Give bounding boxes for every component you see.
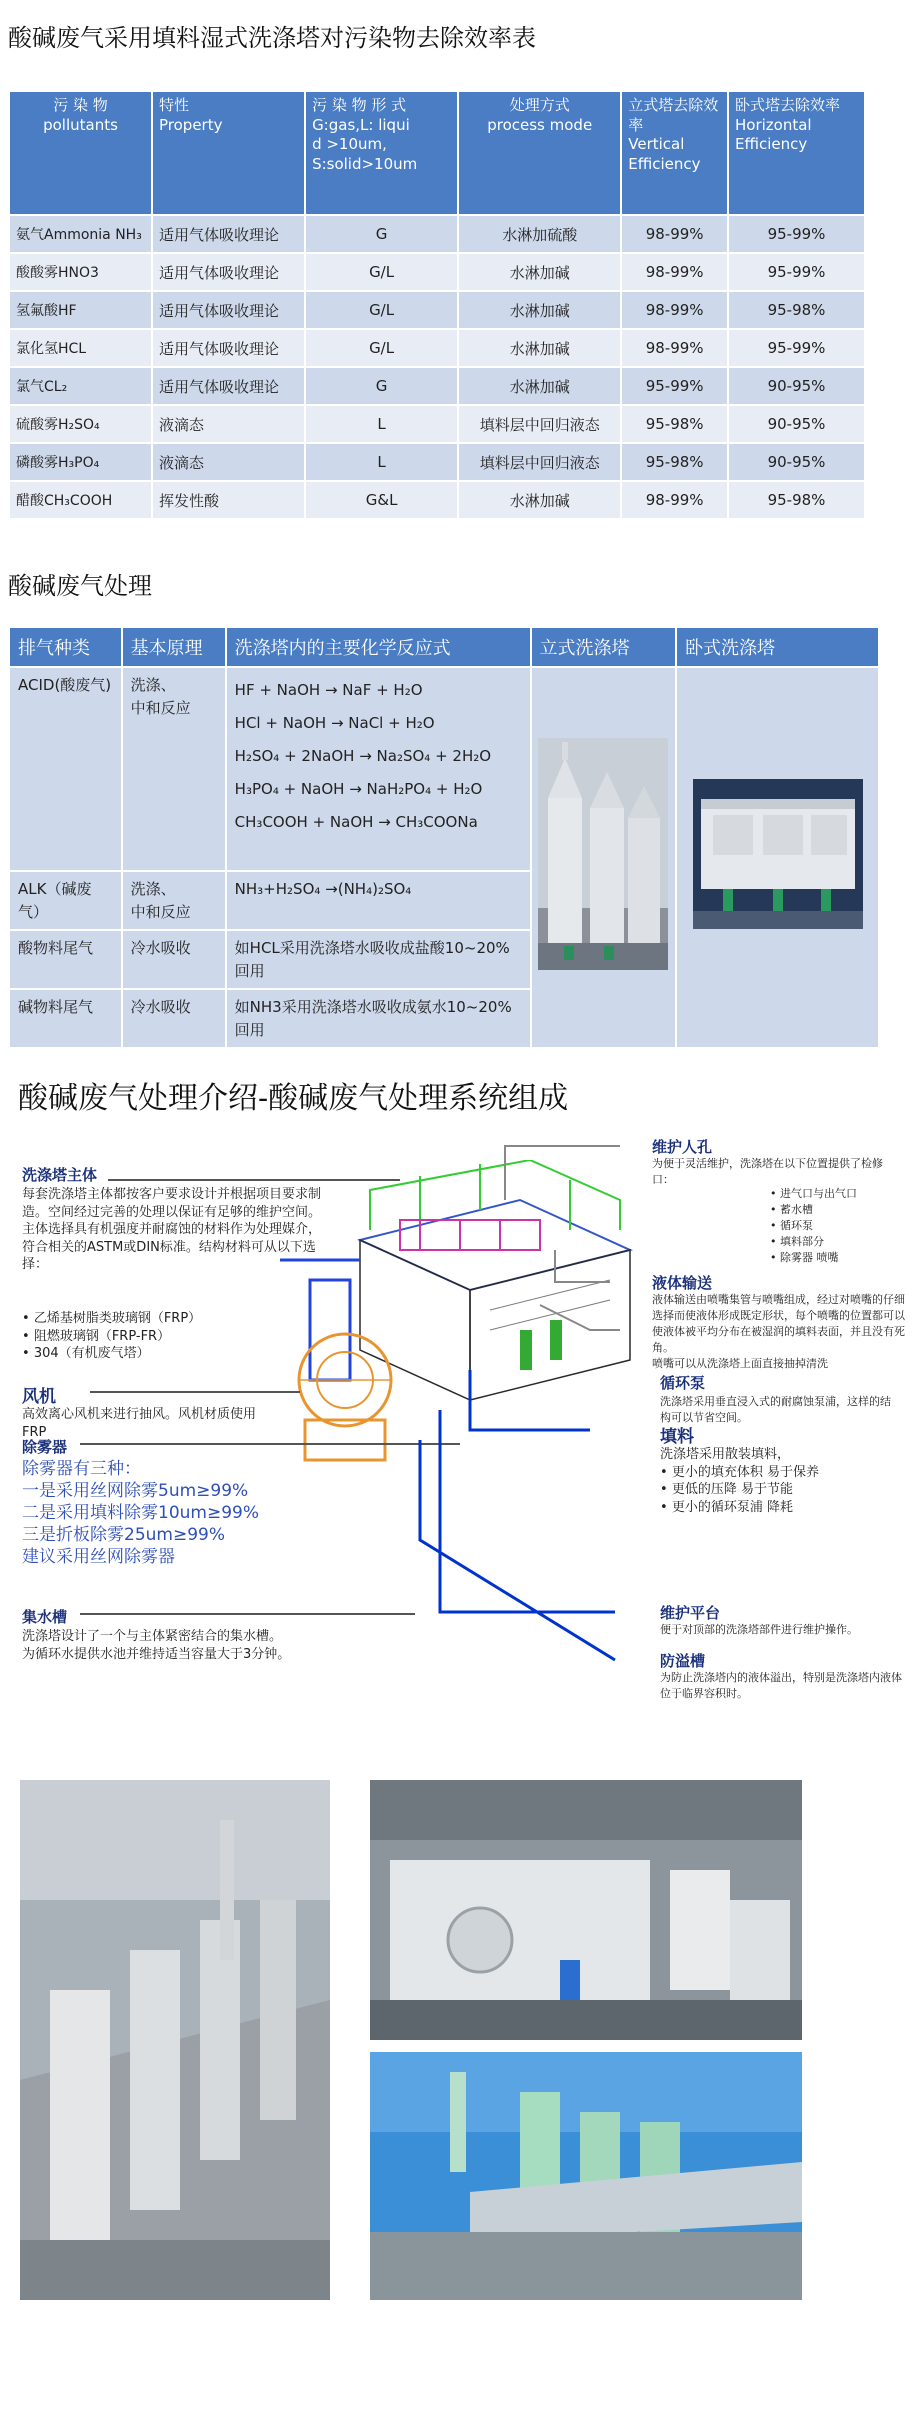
horizontal-scrubber-photo xyxy=(370,1780,802,2040)
table-row xyxy=(10,668,878,870)
table-row xyxy=(10,406,864,442)
green-towers-photo xyxy=(370,2052,802,2300)
efficiency-table-header xyxy=(10,92,864,214)
table-cell: G/L xyxy=(306,330,457,366)
table-cell: 适用气体吸收理论 xyxy=(153,254,304,290)
header-pollutant: 污 染 物 pollutants xyxy=(10,92,151,214)
vertical-tower-image xyxy=(538,738,668,970)
exhaust-type: ALK（碱废气） xyxy=(10,872,121,929)
header-vertical: 立式塔去除效率 Vertical Efficiency xyxy=(622,92,727,214)
header-reactions: 洗涤塔内的主要化学反应式 xyxy=(227,628,530,666)
page-title-treatment: 酸碱废气处理 xyxy=(8,572,152,600)
efficiency-table xyxy=(8,90,866,520)
principle: 洗涤、 中和反应 xyxy=(123,668,225,870)
table-cell: 适用气体吸收理论 xyxy=(153,330,304,366)
system-diagram xyxy=(0,1120,920,1700)
table-row xyxy=(10,444,864,480)
table-cell: G/L xyxy=(306,254,457,290)
table-cell: 水淋加碱 xyxy=(459,330,620,366)
treatment-table xyxy=(8,626,880,1049)
table-cell: 95-99% xyxy=(622,368,727,404)
reactions: HF + NaOH → NaF + H₂O HCl + NaOH → NaCl + H₂O H₂SO₄ + 2NaOH → Na₂SO₄ + 2H₂O H₃PO₄ + NaOH → NaH₂PO₄ + H₂O CH₃COOH + NaOH → CH₃COONa xyxy=(227,668,530,870)
label-liquid: 液体输送 xyxy=(652,1274,713,1292)
table-cell: 95-98% xyxy=(622,406,727,442)
vertical-tower-photo xyxy=(532,668,676,1047)
table-row xyxy=(10,368,864,404)
table-cell: 醋酸CH₃COOH xyxy=(10,482,151,518)
label-demister: 除雾器 xyxy=(22,1438,68,1456)
table-cell: 90-95% xyxy=(729,444,864,480)
table-cell: 氯气CL₂ xyxy=(10,368,151,404)
tower-body-materials: • 乙烯基树脂类玻璃钢（FRP） • 阻燃玻璃钢（FRP-FR） • 304（有机废气塔） xyxy=(22,1311,202,1362)
manhole-description: 为便于灵活维护，洗涤塔在以下位置提供了检修口： xyxy=(652,1157,883,1186)
table-cell: 氯化氢HCL xyxy=(10,330,151,366)
table-cell: L xyxy=(306,406,457,442)
reactions: 如HCL采用洗涤塔水吸收成盐酸10~20%回用 xyxy=(227,931,530,988)
manhole-list: • 进气口与出气口 • 蓄水槽 • 循环泵 • 填料部分 • 除雾器 喷嘴 xyxy=(770,1187,857,1264)
header-exhaust-type: 排气种类 xyxy=(10,628,121,666)
table-cell: 95-99% xyxy=(729,254,864,290)
header-form: 污 染 物 形 式 G:gas,L: liqui d >10um, S:solid>10um xyxy=(306,92,457,214)
table-row xyxy=(10,482,864,518)
table-cell: 98-99% xyxy=(622,216,727,252)
label-platform: 维护平台 xyxy=(660,1604,721,1622)
header-process: 处理方式 process mode xyxy=(459,92,620,214)
table-cell: G xyxy=(306,368,457,404)
table-cell: 适用气体吸收理论 xyxy=(153,292,304,328)
exhaust-type: 碱物料尾气 xyxy=(10,990,121,1047)
label-manhole: 维护人孔 xyxy=(652,1138,713,1156)
table-cell: 98-99% xyxy=(622,254,727,290)
horizontal-tower-photo xyxy=(677,668,878,1047)
horizontal-tower-image xyxy=(693,779,863,929)
table-row xyxy=(10,292,864,328)
sump-description: 洗涤塔设计了一个与主体紧密结合的集水槽。为循环水提供水池并维持适当容量大于3分钟。 xyxy=(22,1629,291,1662)
reactions: NH₃+H₂SO₄ →(NH₄)₂SO₄ xyxy=(227,872,530,929)
table-cell: 硫酸雾H₂SO₄ xyxy=(10,406,151,442)
table-cell: G xyxy=(306,216,457,252)
table-row xyxy=(10,330,864,366)
table-cell: 95-98% xyxy=(622,444,727,480)
demister-description: 除雾器有三种： 一是采用丝网除雾5um≥99% 二是采用填料除雾10um≥99% 三是折板除雾25um≥99% 建议采用丝网除雾器 xyxy=(22,1459,259,1568)
page-title-efficiency: 酸碱废气采用填料湿式洗涤塔对污染物去除效率表 xyxy=(8,24,536,52)
table-cell: L xyxy=(306,444,457,480)
table-cell: 挥发性酸 xyxy=(153,482,304,518)
table-cell: G/L xyxy=(306,292,457,328)
table-cell: 填料层中回归液态 xyxy=(459,444,620,480)
platform-description: 便于对顶部的洗涤塔部件进行维护操作。 xyxy=(660,1623,858,1636)
rooftop-towers-photo xyxy=(20,1780,330,2300)
table-cell: 适用气体吸收理论 xyxy=(153,368,304,404)
pump-description: 洗涤塔采用垂直浸入式的耐腐蚀泵浦，这样的结构可以节省空间。 xyxy=(660,1395,891,1424)
principle: 冷水吸收 xyxy=(123,990,225,1047)
table-cell: 水淋加硫酸 xyxy=(459,216,620,252)
page-title-system: 酸碱废气处理介绍-酸碱废气处理系统组成 xyxy=(18,1081,569,1116)
table-cell: 酸酸雾HNO3 xyxy=(10,254,151,290)
packing-description: 洗涤塔采用散装填料， • 更小的填充体积 易于保养 • 更低的压降 易于节能 • 更小的循环泵浦 降耗 xyxy=(660,1447,819,1515)
table-cell: 98-99% xyxy=(622,292,727,328)
table-cell: 95-98% xyxy=(729,482,864,518)
reactions: 如NH3采用洗涤塔水吸收成氨水10~20%回用 xyxy=(227,990,530,1047)
table-cell: 填料层中回归液态 xyxy=(459,406,620,442)
principle: 冷水吸收 xyxy=(123,931,225,988)
table-cell: 90-95% xyxy=(729,406,864,442)
table-cell: 水淋加碱 xyxy=(459,368,620,404)
table-cell: 氢氟酸HF xyxy=(10,292,151,328)
header-vertical-tower: 立式洗涤塔 xyxy=(532,628,676,666)
fan-description: 高效离心风机来进行抽风。风机材质使用FRP xyxy=(22,1407,257,1440)
table-row xyxy=(10,216,864,252)
label-overflow: 防溢槽 xyxy=(660,1652,706,1670)
label-packing: 填料 xyxy=(660,1427,694,1447)
label-fan: 风机 xyxy=(22,1387,56,1407)
table-cell: 液滴态 xyxy=(153,444,304,480)
table-cell: 水淋加碱 xyxy=(459,254,620,290)
header-horizontal: 卧式塔去除效率 Horizontal Efficiency xyxy=(729,92,864,214)
label-pump: 循环泵 xyxy=(660,1374,706,1392)
table-cell: 90-95% xyxy=(729,368,864,404)
exhaust-type: ACID(酸废气) xyxy=(10,668,121,870)
liquid-description: 液体输送由喷嘴集管与喷嘴组成，经过对喷嘴的仔细选择而使液体形成既定形状，每个喷嘴的位置都可以使液体被平均分布在被湿润的填料表面，并且没有死角。 喷嘴可以从洗涤塔上面直接抽掉清洗 xyxy=(652,1293,905,1370)
table-cell: 95-99% xyxy=(729,216,864,252)
table-cell: 液滴态 xyxy=(153,406,304,442)
table-cell: 98-99% xyxy=(622,482,727,518)
table-cell: 水淋加碱 xyxy=(459,292,620,328)
exhaust-type: 酸物料尾气 xyxy=(10,931,121,988)
table-cell: 水淋加碱 xyxy=(459,482,620,518)
label-tower-body: 洗涤塔主体 xyxy=(22,1166,98,1184)
overflow-description: 为防止洗涤塔内的液体溢出，特别是洗涤塔内液体位于临界容积时。 xyxy=(660,1671,902,1700)
table-cell: 磷酸雾H₃PO₄ xyxy=(10,444,151,480)
principle: 洗涤、 中和反应 xyxy=(123,872,225,929)
table-row xyxy=(10,254,864,290)
table-cell: 95-99% xyxy=(729,330,864,366)
table-cell: 适用气体吸收理论 xyxy=(153,216,304,252)
label-sump: 集水槽 xyxy=(22,1608,68,1626)
table-cell: 氨气Ammonia NH₃ xyxy=(10,216,151,252)
header-horizontal-tower: 卧式洗涤塔 xyxy=(677,628,878,666)
table-cell: 95-98% xyxy=(729,292,864,328)
header-principle: 基本原理 xyxy=(123,628,225,666)
tower-body-description: 每套洗涤塔主体都按客户要求设计并根据项目要求制造。空间经过完善的处理以保证有足够的维护空间。 主体选择具有机强度并耐腐蚀的材料作为处理媒介，符合相关的ASTM或DIN标准。结构材料可从以下选择： xyxy=(22,1187,322,1273)
table-cell: G&L xyxy=(306,482,457,518)
table-cell: 98-99% xyxy=(622,330,727,366)
header-property: 特性 Property xyxy=(153,92,304,214)
